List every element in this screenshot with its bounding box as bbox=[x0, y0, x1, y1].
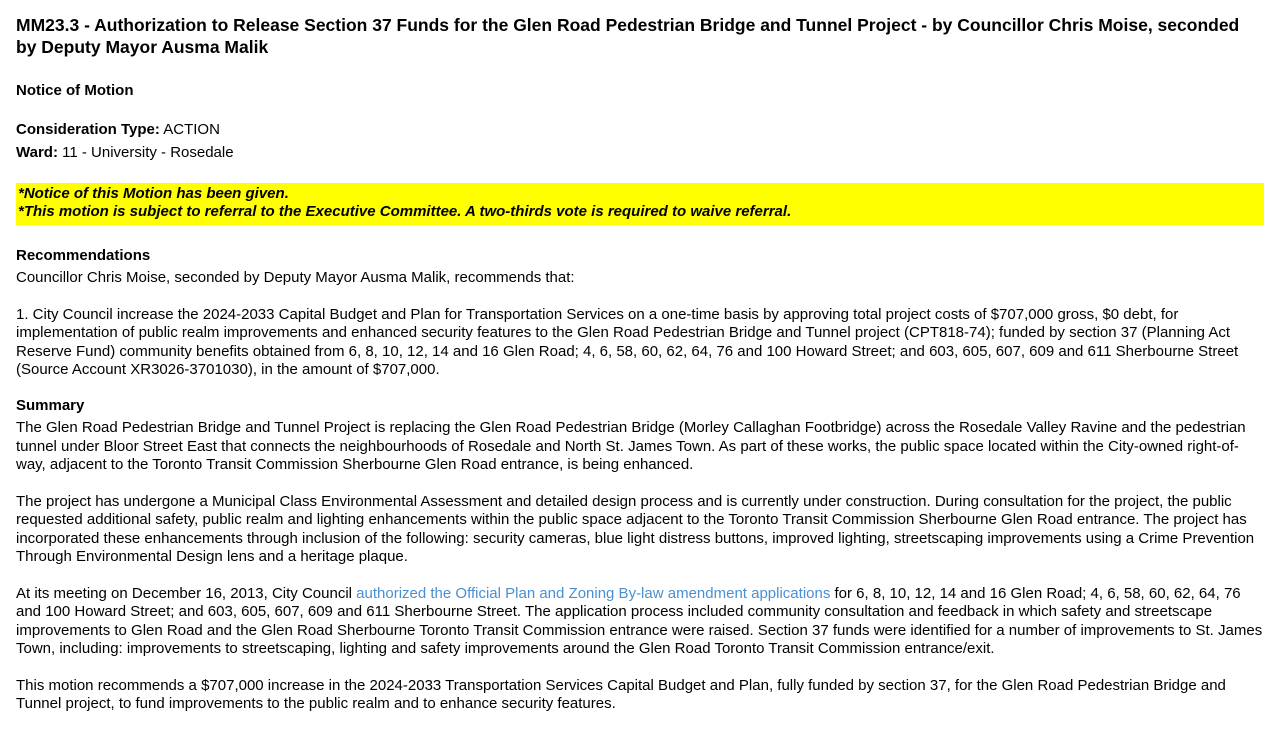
summary-paragraph-1: The Glen Road Pedestrian Bridge and Tunnel Project is replacing the Glen Road Pedestrian Bridge (Morley Callaghan Footbridge) across the Rosedale Valley Ravine and the pedestrian tunnel under Bloor Street East that connects the neighbourhoods of Rosedale and North St. James Town. As part of these works, the public space located within the City-owned right-of-way, adjacent to the Toronto Transit Commission Sherbourne Glen Road entrance, is being enhanced. bbox=[16, 419, 1246, 473]
ward-value: 11 - University - Rosedale bbox=[62, 144, 234, 161]
summary-paragraph-3 bbox=[16, 585, 1264, 659]
notice-highlight-banner bbox=[16, 183, 1264, 225]
summary-paragraph-3-after-link: for 6, 8, 10, 12, 14 and 16 Glen Road; 4, 6, 58, 60, 62, 64, 76 and 100 Howard Street; and 603, 605, 607, 609 and 611 Sherbourne Street. The application process included community consultation and feedback in which safety and streetscape improvements to Glen Road and the Glen Road Sherbourne Toronto Transit Commission entrance were raised. Section 37 funds were identified for a number of improvements to St. James Town, including: improvements to streetscaping, lighting and safety improvements around the Glen Road Toronto Transit Commission entrance/exit. bbox=[16, 584, 1263, 657]
item-fields bbox=[16, 121, 1264, 163]
summary-paragraph-2: The project has undergone a Municipal Class Environmental Assessment and detailed design process and is currently under construction. During consultation for the project, the public requested additional safety, public realm and lighting enhancements within the public space adjacent to the Toronto Transit Commission Sherbourne Glen Road entrance. The project has incorporated these enhancements through inclusion of the following: security cameras, blue light distress buttons, improved lighting, streetscaping improvements using a Crime Prevention Through Environmental Design lens and a heritage plaque. bbox=[16, 492, 1255, 565]
summary-paragraph-4: This motion recommends a $707,000 increase in the 2024-2033 Transportation Services Capital Budget and Plan, fully funded by section 37, for the Glen Road Pedestrian Bridge and Tunnel project, to fund improvements to the public realm and to enhance security features. bbox=[16, 676, 1226, 712]
ward-label: Ward: bbox=[16, 144, 58, 161]
summary-paragraph-3-before-link: At its meeting on December 16, 2013, City Council bbox=[16, 584, 357, 602]
recommendations-intro: Councillor Chris Moise, seconded by Deputy Mayor Ausma Malik, recommends that: bbox=[16, 269, 575, 286]
summary-heading: Summary bbox=[16, 396, 85, 414]
page-title: MM23.3 - Authorization to Release Section 37 Funds for the Glen Road Pedestrian Bridge and Tunnel Project - by Councillor Chris Moise, seconded by Deputy Mayor Ausma Malik bbox=[16, 15, 1240, 57]
ward-row bbox=[16, 144, 1264, 163]
consideration-type-row bbox=[16, 121, 1264, 140]
consideration-type-value: ACTION bbox=[163, 120, 220, 138]
notice-of-motion-heading: Notice of Motion bbox=[16, 82, 134, 99]
notice-banner-line-1: *Notice of this Motion has been given. bbox=[18, 184, 289, 202]
notice-banner-line-2: *This motion is subject to referral to the Executive Committee. A two-thirds vote is required to waive referral. bbox=[18, 203, 792, 220]
consideration-type-label: Consideration Type: bbox=[16, 120, 160, 138]
recommendations-heading: Recommendations bbox=[16, 246, 151, 264]
recommendation-item-1: 1. City Council increase the 2024-2033 Capital Budget and Plan for Transportation Services on a one-time basis by approving total project costs of $707,000 gross, $0 debt, for implementation of public realm improvements and enhanced security features to the Glen Road Pedestrian Bridge and Tunnel project (CPT818-74); funded by section 37 (Planning Act Reserve Fund) community benefits obtained from 6, 8, 10, 12, 14 and 16 Glen Road; 4, 6, 58, 60, 62, 64, 76 and 100 Howard Street; and 603, 605, 607, 609 and 611 Sherbourne Street (Source Account XR3026-3701030), in the amount of $707,000. bbox=[16, 305, 1239, 378]
council-decision-link[interactable]: authorized the Official Plan and Zoning By-law amendment applications bbox=[356, 584, 831, 602]
